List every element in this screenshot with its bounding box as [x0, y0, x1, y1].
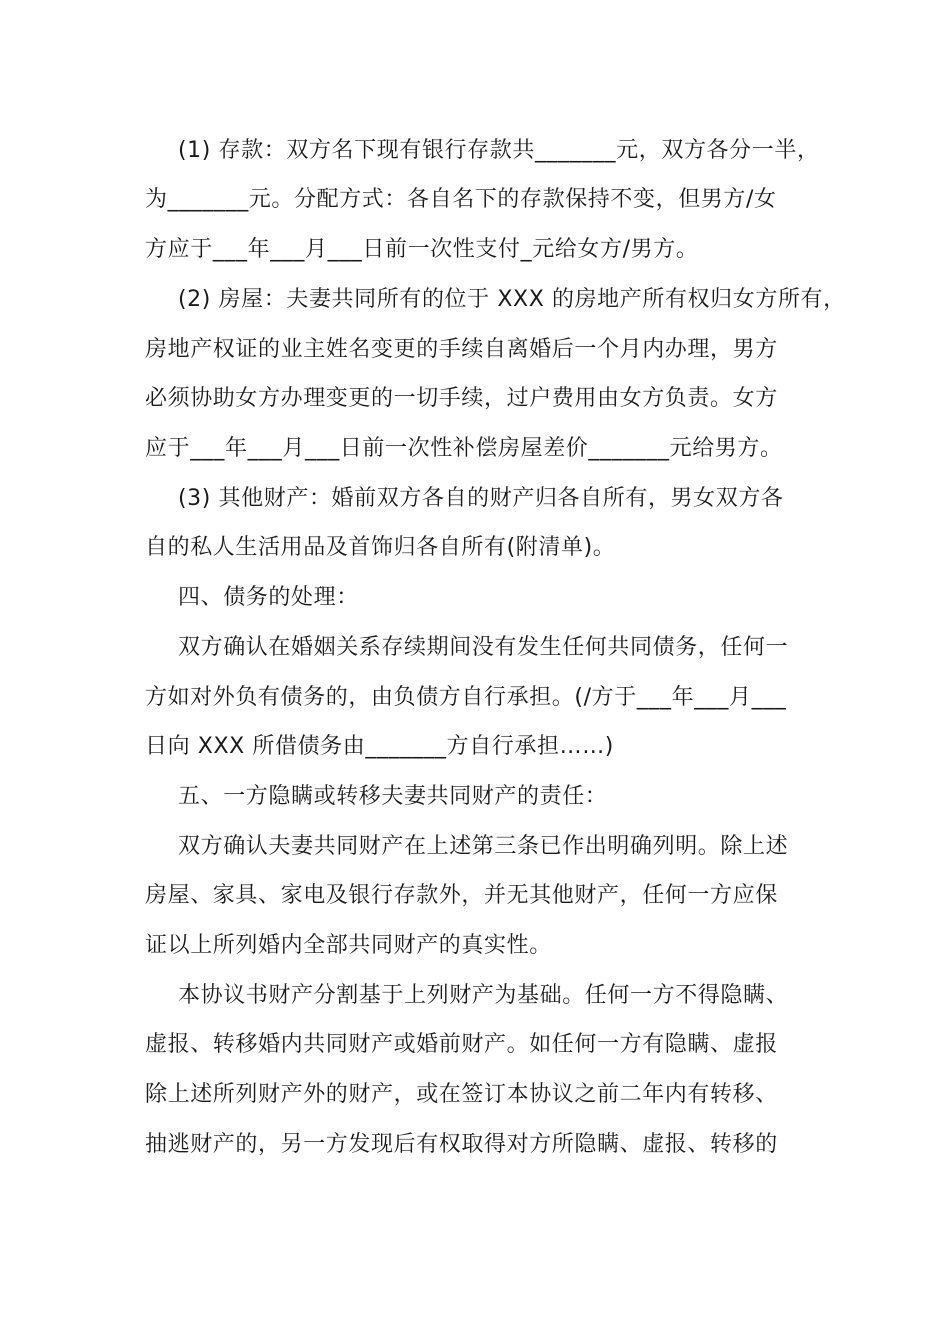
- section-heading: 四、债务的处理：: [178, 585, 359, 610]
- text-line: 房地产权证的业主姓名变更的手续自离婚后一个月内办理，男方: [145, 337, 778, 362]
- text-line: (1) 存款：双方名下现有银行存款共_______元，双方各分一半，: [178, 138, 820, 163]
- text-line: 必须协助女方办理变更的一切手续，过户费用由女方负责。女方: [145, 386, 778, 411]
- text-line: 虚报、转移婚内共同财产或婚前财产。如任何一方有隐瞒、虚报: [145, 1032, 778, 1057]
- text-line: 双方确认夫妻共同财产在上述第三条已作出明确列明。除上述: [178, 834, 789, 859]
- text-line: 本协议书财产分割基于上列财产为基础。任何一方不得隐瞒、: [178, 983, 789, 1008]
- text-line: 抽逃财产的，另一方发现后有权取得对方所隐瞒、虚报、转移的: [145, 1132, 778, 1157]
- text-line: (2) 房屋：夫妻共同所有的位于 XXX 的房地产所有权归女方所有，: [178, 287, 846, 312]
- text-line: 方应于___年___月___日前一次性支付_元给女方/男方。: [145, 237, 699, 262]
- text-line: 为_______元。分配方式：各自名下的存款保持不变，但男方/女: [145, 187, 777, 212]
- text-line: (3) 其他财产：婚前双方各自的财产归各自所有，男女双方各: [178, 486, 784, 511]
- text-line: 证以上所列婚内全部共同财产的真实性。: [145, 933, 552, 958]
- section-heading: 五、一方隐瞒或转移夫妻共同财产的责任：: [178, 784, 608, 809]
- text-line: 房屋、家具、家电及银行存款外，并无其他财产，任何一方应保: [145, 883, 778, 908]
- text-line: 方如对外负有债务的，由负债方自行承担。(/方于___年___月___: [145, 685, 787, 710]
- text-line: 日向 XXX 所借债务由_______方自行承担……): [145, 734, 614, 759]
- text-line: 双方确认在婚姻关系存续期间没有发生任何共同债务，任何一: [178, 635, 789, 660]
- text-line: 应于___年___月___日前一次性补偿房屋差价_______元给男方。: [145, 436, 783, 461]
- text-line: 自的私人生活用品及首饰归各自所有(附清单)。: [145, 535, 616, 560]
- text-line: 除上述所列财产外的财产，或在签订本协议之前二年内有转移、: [145, 1082, 778, 1107]
